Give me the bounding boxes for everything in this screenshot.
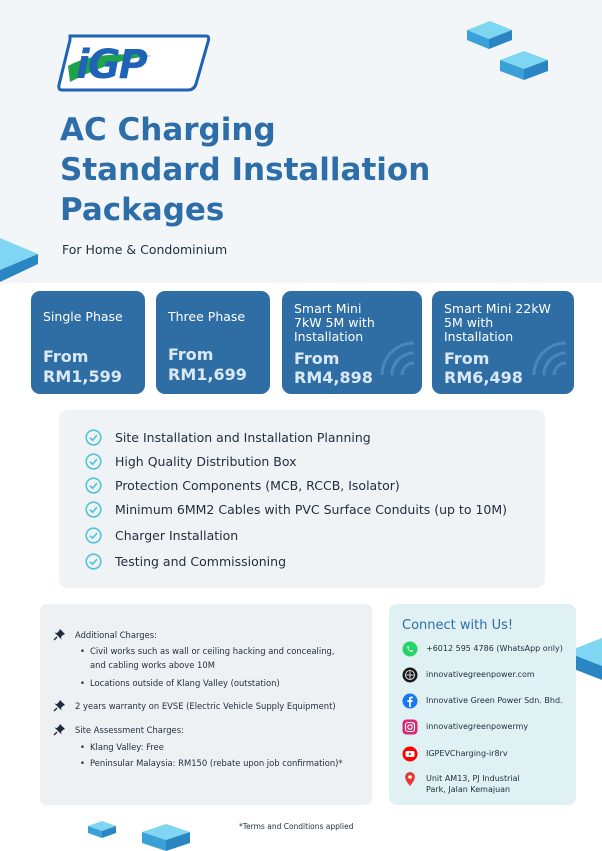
feature-text: High Quality Distribution Box: [115, 453, 297, 469]
contact-text: +6012 595 4786 (WhatsApp only): [426, 644, 563, 653]
decor-cube-bottom: [84, 818, 194, 851]
feature-item: [85, 551, 286, 571]
subtitle: For Home & Condominium: [62, 242, 228, 257]
package-name-line-3: Installation: [294, 329, 364, 344]
instagram-icon: [402, 719, 418, 735]
additional-charges-heading: Additional Charges:: [75, 630, 157, 640]
check-circle-icon: [85, 553, 102, 570]
feature-item: [85, 427, 371, 447]
additional-charge-item: • Civil works such as wall or ceiling hacking and concealing,: [90, 646, 335, 656]
features-list: [59, 410, 545, 588]
location-pin-icon: [402, 771, 418, 787]
address-text: [426, 771, 520, 795]
site-assessment-item: • Klang Valley: Free: [90, 742, 164, 752]
pushpin-icon: [53, 699, 66, 712]
package-name: Three Phase: [168, 309, 246, 324]
youtube-icon: [402, 746, 418, 762]
package-price: RM1,599: [43, 367, 122, 386]
connect-panel: [389, 604, 576, 805]
package-card-three-phase: [156, 291, 270, 394]
package-price: RM4,898: [294, 368, 373, 387]
contact-address[interactable]: [402, 771, 520, 795]
address-line-2: Park, Jalan Kemajuan: [426, 785, 511, 794]
decor-cube-left: [0, 232, 40, 290]
package-name-line-1: Smart Mini: [294, 301, 362, 316]
package-from-label: From: [444, 349, 490, 368]
package-card-smart-mini-7kw: [282, 291, 422, 394]
svg-text:iGP: iGP: [76, 42, 146, 88]
terms-note: *Terms and Conditions applied: [239, 822, 354, 831]
feature-text: Charger Installation: [115, 527, 239, 543]
check-circle-icon: [85, 429, 102, 446]
feature-text: Site Installation and Installation Planning: [115, 429, 371, 445]
contact-instagram[interactable]: [402, 719, 528, 735]
package-card-smart-mini-22kw: [432, 291, 574, 394]
whatsapp-icon: [402, 641, 418, 657]
feature-item: [85, 451, 296, 471]
title-line-3: Packages: [60, 192, 225, 228]
package-name-line-3: Installation: [444, 329, 514, 344]
feature-item: [85, 475, 400, 495]
feature-text: Minimum 6MM2 Cables with PVC Surface Conduits (up to 10M): [115, 501, 508, 517]
notes-panel: [40, 604, 372, 805]
site-assessment-item: • Peninsular Malaysia: RM150 (rebate upon job confirmation)*: [90, 758, 343, 768]
contact-whatsapp[interactable]: [402, 641, 563, 657]
package-from-label: From: [168, 345, 214, 364]
additional-charge-item: • Locations outside of Klang Valley (outstation): [90, 678, 280, 688]
globe-icon: [402, 667, 418, 683]
feature-text: Protection Components (MCB, RCCB, Isolator): [115, 477, 400, 493]
check-circle-icon: [85, 527, 102, 544]
facebook-icon: [402, 693, 418, 709]
package-name-line-2: 5M with: [444, 315, 494, 330]
additional-charge-item-continued: [90, 660, 215, 670]
contact-text: innovativegreenpower.com: [426, 670, 535, 679]
signal-waves-icon: [372, 327, 416, 377]
title-line-1: AC Charging: [60, 112, 276, 148]
address-line-1: Unit AM13, PJ Industrial: [426, 774, 520, 783]
title-line-2: Standard Installation: [60, 152, 431, 188]
site-assessment-heading: Site Assessment Charges:: [75, 725, 184, 735]
pushpin-icon: [53, 723, 66, 736]
contact-text: IGPEVCharging-ir8rv: [426, 749, 508, 758]
igp-logo: [56, 30, 211, 94]
pushpin-icon: [53, 628, 66, 641]
package-name-line-2: 7kW 5M with: [294, 315, 375, 330]
package-price: RM1,699: [168, 365, 247, 384]
additional-charge-item-text: and cabling works above 10M: [90, 660, 215, 670]
check-circle-icon: [85, 453, 102, 470]
feature-text: Testing and Commissioning: [115, 553, 287, 569]
contact-website[interactable]: [402, 667, 535, 683]
check-circle-icon: [85, 501, 102, 518]
contact-youtube[interactable]: [402, 746, 508, 762]
package-name-line-1: Smart Mini 22kW: [444, 301, 551, 316]
contact-facebook[interactable]: [402, 693, 563, 709]
package-price: RM6,498: [444, 368, 523, 387]
contact-text: innovativegreenpowermy: [426, 722, 529, 731]
decor-cube-top: [462, 16, 552, 84]
warranty-note: 2 years warranty on EVSE (Electric Vehicle Supply Equipment): [75, 701, 336, 711]
feature-item: [85, 499, 507, 519]
page-title: [60, 110, 480, 230]
package-card-single-phase: [31, 291, 145, 394]
package-name: Single Phase: [43, 309, 123, 324]
connect-title: Connect with Us!: [402, 618, 514, 633]
contact-text: Innovative Green Power Sdn. Bhd.: [426, 696, 563, 705]
feature-item: [85, 525, 238, 545]
check-circle-icon: [85, 477, 102, 494]
package-from-label: From: [43, 347, 89, 366]
package-from-label: From: [294, 349, 340, 368]
signal-waves-icon: [524, 327, 568, 377]
